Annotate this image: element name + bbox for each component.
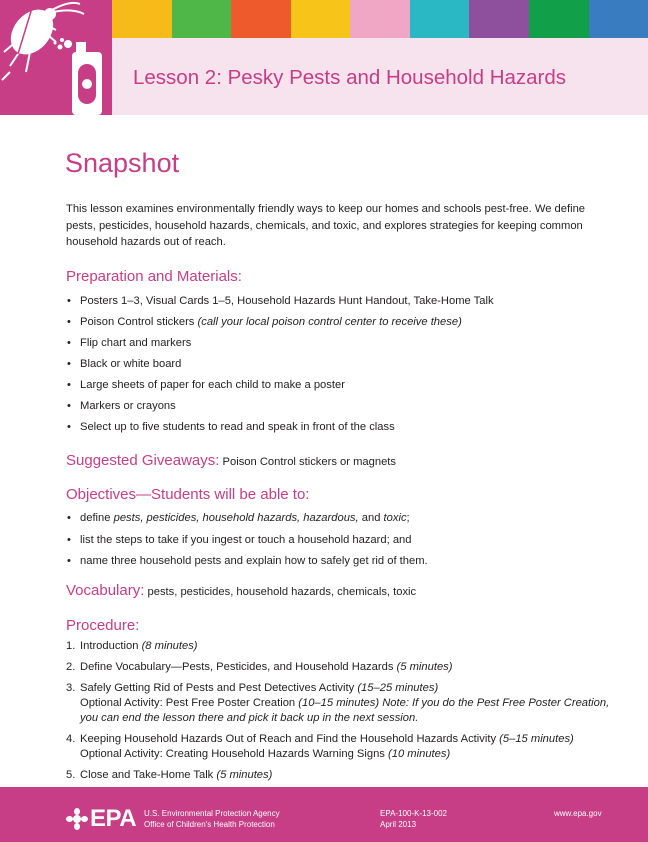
color-block	[231, 0, 291, 38]
website-block	[554, 808, 602, 819]
color-block	[172, 0, 232, 38]
item-text: name three household pests and explain how to safely get rid of them.	[80, 555, 428, 567]
doc-date: April 2013	[380, 820, 417, 829]
item-text: Black or white board	[80, 358, 182, 370]
giveaways-label: Suggested Giveaways:	[66, 452, 220, 469]
office-name: Office of Children's Health Protection	[144, 820, 275, 829]
list-item	[66, 336, 494, 357]
heading-preparation: Preparation and Materials:	[66, 268, 242, 285]
list-item	[66, 378, 494, 399]
list-item	[66, 294, 494, 315]
objectives-list	[66, 511, 428, 576]
item-text: Poison Control stickers	[80, 316, 198, 328]
pest-spray-illustration	[0, 0, 112, 115]
step-text: Close and Take-Home Talk	[80, 769, 217, 781]
sub-note: Note: If you do the Pest Free Poster Creation, you can end the lesson there and pick it back up in the next session.	[80, 697, 610, 724]
section-heading-snapshot: Snapshot	[65, 148, 180, 178]
spray-can-icon	[72, 42, 102, 115]
sub-time: (10–15 minutes)	[298, 697, 380, 709]
procedure-step	[66, 732, 620, 762]
step-time: (5–15 minutes)	[499, 733, 574, 745]
procedure-step	[66, 660, 620, 675]
header-color-strip	[112, 0, 648, 38]
step-time: (5 minutes)	[216, 769, 273, 781]
item-text: define	[80, 512, 114, 524]
sub-time: (10 minutes)	[388, 748, 451, 760]
list-item	[66, 554, 428, 576]
spray-mist-icon	[54, 38, 73, 50]
step-time: (8 minutes)	[141, 640, 198, 652]
sub-text: Optional Activity: Pest Free Poster Creation	[80, 697, 299, 709]
procedure-step	[66, 681, 620, 726]
item-text: Select up to five students to read and speak in front of the class	[80, 421, 395, 433]
epa-logo	[66, 805, 136, 833]
item-text: Markers or crayons	[80, 400, 176, 412]
item-text: and	[358, 512, 384, 524]
color-block	[529, 0, 589, 38]
item-terms: pests, pesticides, household hazards, hazardous,	[113, 512, 359, 524]
item-text: Flip chart and markers	[80, 337, 192, 349]
agency-name: U.S. Environmental Protection Agency	[144, 809, 280, 818]
website-link[interactable]: www.epa.gov	[554, 809, 602, 818]
heading-procedure: Procedure:	[66, 617, 140, 634]
step-number: 2.	[66, 661, 76, 673]
doc-number: EPA-100-K-13-002	[380, 809, 447, 818]
item-terms: toxic	[383, 512, 407, 524]
item-note: (call your local poison control center to receive these)	[197, 316, 462, 328]
list-item	[66, 420, 494, 441]
step-number: 3.	[66, 682, 76, 694]
color-block	[589, 0, 648, 38]
list-item	[66, 399, 494, 420]
step-text: Keeping Household Hazards Out of Reach and Find the Household Hazards Activity	[80, 733, 500, 745]
epa-wordmark: EPA	[90, 805, 137, 832]
item-text: Posters 1–3, Visual Cards 1–5, Household Hazards Hunt Handout, Take-Home Talk	[80, 295, 494, 307]
heading-objectives: Objectives—Students will be able to:	[66, 486, 310, 503]
step-number: 5.	[66, 769, 76, 781]
color-block	[469, 0, 529, 38]
item-text: Large sheets of paper for each child to make a poster	[80, 379, 345, 391]
step-text: Safely Getting Rid of Pests and Pest Detectives Activity	[80, 682, 358, 694]
color-block	[112, 0, 172, 38]
step-number: 1.	[66, 640, 76, 652]
list-item	[66, 533, 428, 555]
step-time: (15–25 minutes)	[357, 682, 439, 694]
list-item	[66, 315, 494, 336]
color-block	[350, 0, 410, 38]
doc-info-block	[380, 808, 447, 830]
cockroach-icon	[2, 1, 84, 80]
giveaways-text: Poison Control stickers or magnets	[219, 456, 397, 468]
vocabulary-label: Vocabulary:	[66, 582, 145, 599]
heading-giveaways	[66, 452, 396, 469]
intro-paragraph: This lesson examines environmentally friendly ways to keep our homes and schools pest-free. We define pests, pesticides, household hazards, chemicals, and toxic, and explores strategies for keeping common household hazards out of reach.	[66, 203, 586, 248]
color-block	[291, 0, 351, 38]
optional-activity	[80, 696, 620, 726]
step-time: (5 minutes)	[396, 661, 453, 673]
optional-activity	[80, 747, 620, 762]
step-text: Define Vocabulary—Pests, Pesticides, and Household Hazards	[80, 661, 397, 673]
vocabulary-text: pests, pesticides, household hazards, chemicals, toxic	[144, 586, 417, 598]
item-text: list the steps to take if you ingest or touch a household hazard; and	[80, 533, 412, 546]
heading-vocabulary	[66, 582, 416, 599]
step-text: Introduction	[80, 640, 142, 652]
footer	[0, 787, 648, 842]
lesson-title: Lesson 2: Pesky Pests and Household Hazards	[133, 66, 567, 89]
epa-flower-icon	[66, 808, 88, 830]
item-text: ;	[406, 512, 410, 524]
step-number: 4.	[66, 733, 76, 745]
procedure-step	[66, 639, 620, 654]
list-item	[66, 357, 494, 378]
procedure-list	[66, 639, 620, 789]
sub-text: Optional Activity: Creating Household Hazards Warning Signs	[80, 748, 389, 760]
color-block	[410, 0, 470, 38]
materials-list	[66, 294, 494, 441]
procedure-step	[66, 768, 620, 783]
list-item	[66, 511, 428, 533]
agency-block	[144, 808, 280, 830]
